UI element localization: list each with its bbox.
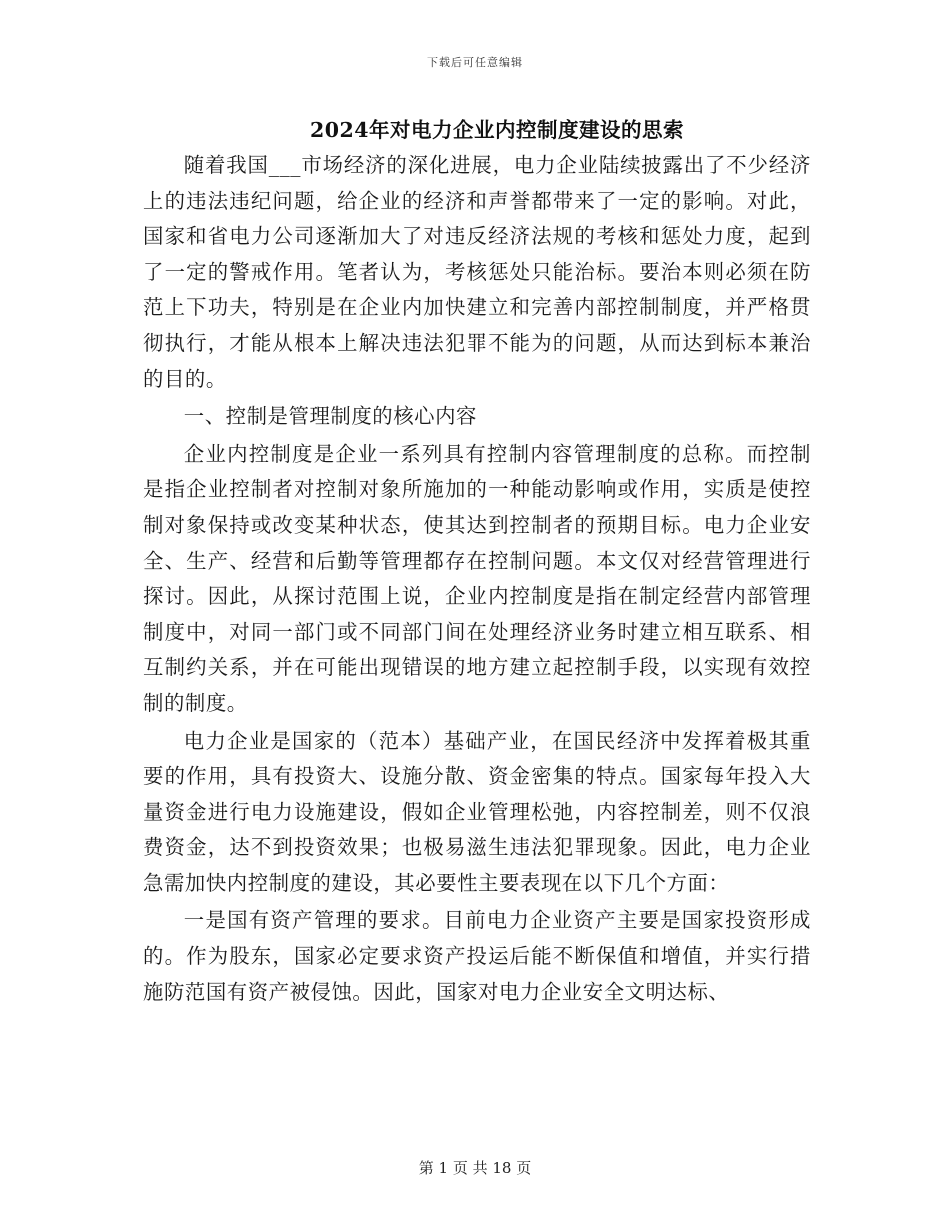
page-footer: 第 1 页 共 18 页 — [418, 1159, 532, 1177]
document-title: 2024年对电力企业内控制度建设的思索 — [309, 118, 685, 142]
header-note: 下载后可任意编辑 — [427, 56, 523, 69]
section-heading-1: 一、控制是管理制度的核心内容 — [183, 404, 477, 429]
paragraph-state-asset-management: 一是国有资产管理的要求。目前电力企业资产主要是国家投资形成的。作为股东，国家必定要求资产投运后能不断保值和增值，并实行措施防范国有资产被侵蚀。因此，国家对电力企业安全文明达标、 — [143, 908, 811, 1004]
paragraph-internal-control-definition: 企业内控制度是企业一系列具有控制内容管理制度的总称。而控制是指企业控制者对控制对象所施加的一种能动影响或作用，实质是使控制对象保持或改变某种状态，使其达到控制者的预期目标。电力企业安全、生产、经营和后勤等管理都存在控制问题。本文仅对经营管理进行探讨。因此，从探讨范围上说，企业内控制度是指在制定经营内部管理制度中，对同一部门或不同部门间在处理经济业务时建立相互联系、相互制约关系，并在可能出现错误的地方建立起控制手段，以实现有效控制的制度。 — [143, 441, 811, 715]
document-body — [143, 148, 811, 1010]
paragraph-intro: 随着我国___市场经济的深化进展，电力企业陆续披露出了不少经济上的违法违纪问题，给企业的经济和声誉都带来了一定的影响。对此，国家和省电力公司逐渐加大了对违反经济法规的考核和惩处力度，起到了一定的警戒作用。笔者认为，考核惩处只能治标。要治本则必须在防范上下功夫，特别是在企业内加快建立和完善内部控制制度，并严格贯彻执行，才能从根本上解决违法犯罪不能为的问题，从而达到标本兼治的目的。 — [143, 153, 811, 391]
paragraph-power-industry-importance: 电力企业是国家的（范本）基础产业，在国民经济中发挥着极其重要的作用，具有投资大、设施分散、资金密集的特点。国家每年投入大量资金进行电力设施建设，假如企业管理松弛，内容控制差，则不仅浪费资金，达不到投资效果；也极易滋生违法犯罪现象。因此，电力企业急需加快内控制度的建设，其必要性主要表现在以下几个方面： — [143, 728, 811, 895]
